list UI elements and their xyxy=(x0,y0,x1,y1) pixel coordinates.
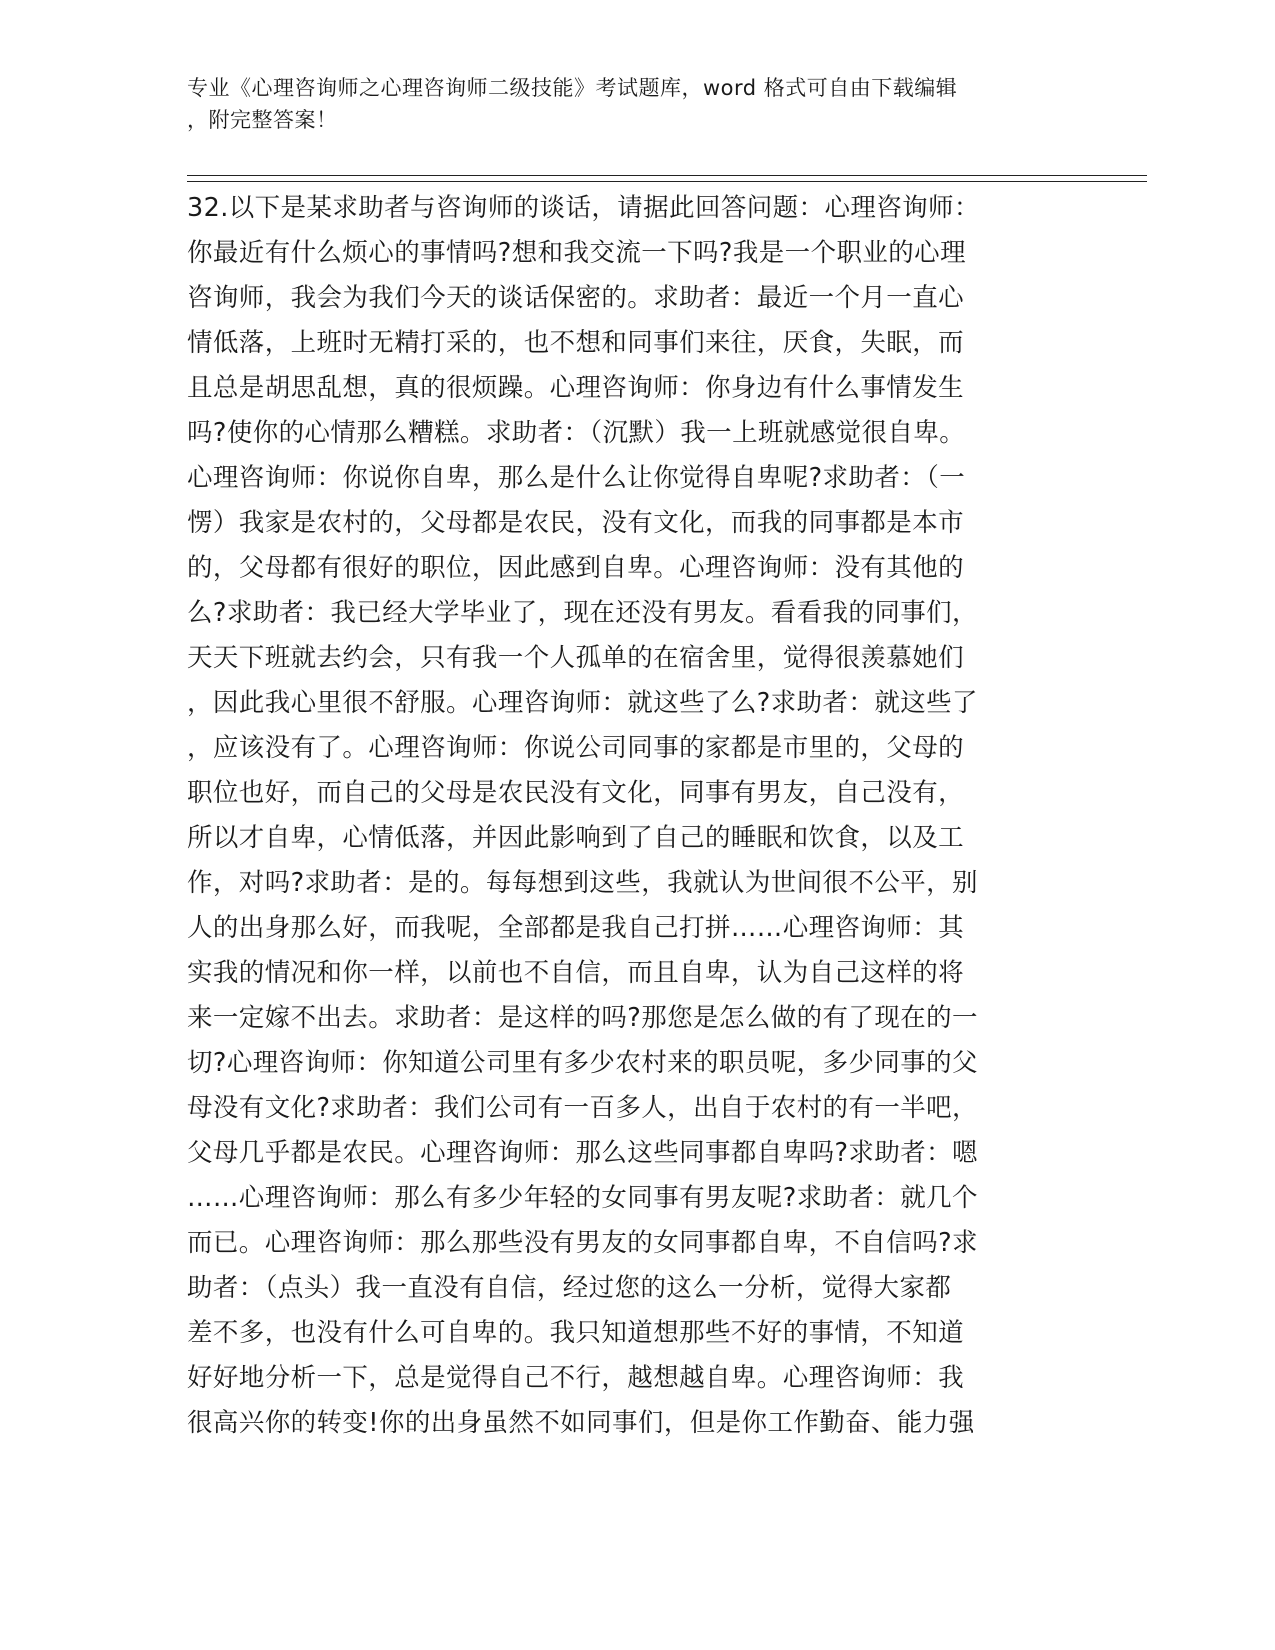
body-line: 情低落，上班时无精打采的，也不想和同事们来往，厌食，失眠，而 xyxy=(187,328,965,358)
question-body xyxy=(187,186,1087,1446)
body-line: ，应该没有了。心理咨询师：你说公司同事的家都是市里的，父母的 xyxy=(187,733,965,763)
body-line: 切?心理咨询师：你知道公司里有多少农村来的职员呢，多少同事的父 xyxy=(187,1048,978,1078)
body-line: 差不多，也没有什么可自卑的。我只知道想那些不好的事情，不知道 xyxy=(187,1318,965,1348)
body-line: 而已。心理咨询师：那么那些没有男友的女同事都自卑，不自信吗?求 xyxy=(187,1228,978,1258)
body-line: 职位也好，而自己的父母是农民没有文化，同事有男友，自己没有， xyxy=(187,778,965,808)
body-line: 所以才自卑，心情低落，并因此影响到了自己的睡眠和饮食，以及工 xyxy=(187,823,965,853)
header-line-2: ，附完整答案！ xyxy=(187,108,338,132)
body-line: 咨询师，我会为我们今天的谈话保密的。求助者：最近一个月一直心 xyxy=(187,283,965,313)
body-line: 来一定嫁不出去。求助者：是这样的吗?那您是怎么做的有了现在的一 xyxy=(187,1003,978,1033)
body-line: 么?求助者：我已经大学毕业了，现在还没有男友。看看我的同事们， xyxy=(187,598,978,628)
body-line: ，因此我心里很不舒服。心理咨询师：就这些了么?求助者：就这些了 xyxy=(187,688,978,718)
body-line: 32.以下是某求助者与咨询师的谈话，请据此回答问题：心理咨询师： xyxy=(187,193,980,223)
body-line: 父母几乎都是农民。心理咨询师：那么这些同事都自卑吗?求助者：嗯 xyxy=(187,1138,978,1168)
body-line: 很高兴你的转变!你的出身虽然不如同事们，但是你工作勤奋、能力强 xyxy=(187,1408,975,1438)
body-line: 的，父母都有很好的职位，因此感到自卑。心理咨询师：没有其他的 xyxy=(187,553,965,583)
header-line-1: 专业《心理咨询师之心理咨询师二级技能》考试题库，word 格式可自由下载编辑 xyxy=(187,76,958,100)
body-line: 作，对吗?求助者：是的。每每想到这些，我就认为世间很不公平，别 xyxy=(187,868,978,898)
body-line: 天天下班就去约会，只有我一个人孤单的在宿舍里，觉得很羡慕她们 xyxy=(187,643,965,673)
header-rule-bottom xyxy=(187,181,1147,182)
body-line: 好好地分析一下，总是觉得自己不行，越想越自卑。心理咨询师：我 xyxy=(187,1363,965,1393)
body-line: 你最近有什么烦心的事情吗?想和我交流一下吗?我是一个职业的心理 xyxy=(187,238,966,268)
body-line: ……心理咨询师：那么有多少年轻的女同事有男友呢?求助者：就几个 xyxy=(187,1183,978,1213)
body-line: 实我的情况和你一样，以前也不自信，而且自卑，认为自己这样的将 xyxy=(187,958,965,988)
body-line: 母没有文化?求助者：我们公司有一百多人，出自于农村的有一半吧， xyxy=(187,1093,978,1123)
page-header xyxy=(187,72,1067,136)
body-line: 愣）我家是农村的，父母都是农民，没有文化，而我的同事都是本市 xyxy=(187,508,965,538)
header-rule-top xyxy=(187,175,1147,176)
body-line: 助者：（点头）我一直没有自信，经过您的这么一分析，觉得大家都 xyxy=(187,1273,952,1303)
body-line: 人的出身那么好，而我呢，全部都是我自己打拼……心理咨询师：其 xyxy=(187,913,965,943)
body-line: 心理咨询师：你说你自卑，那么是什么让你觉得自卑呢?求助者：（一 xyxy=(187,463,966,493)
body-line: 且总是胡思乱想，真的很烦躁。心理咨询师：你身边有什么事情发生 xyxy=(187,373,965,403)
body-line: 吗?使你的心情那么糟糕。求助者：（沉默）我一上班就感觉很自卑。 xyxy=(187,418,966,448)
